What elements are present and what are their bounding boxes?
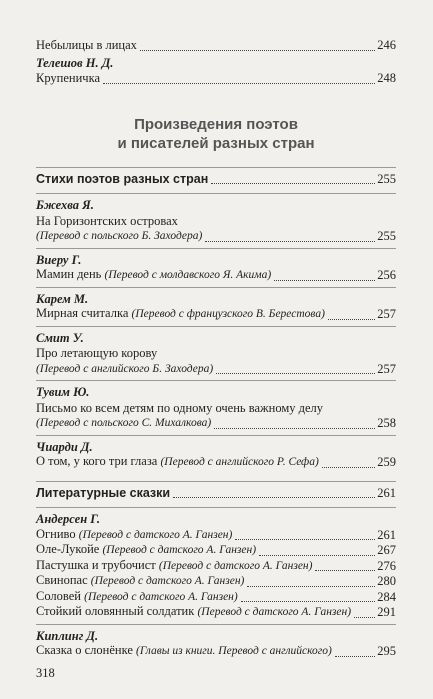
toc-entry <box>36 644 396 660</box>
entry-translation: (Перевод с датского А. Ганзен) <box>158 559 313 572</box>
entry-page: 255 <box>377 229 396 243</box>
divider <box>36 507 396 508</box>
entry-translation: (Перевод с датского А. Ганзен) <box>197 606 352 618</box>
entry-page: 257 <box>377 361 396 376</box>
entry-author: Виеру Г. <box>36 252 82 267</box>
table-of-contents <box>36 38 396 660</box>
entry-title: Пастушка и трубочист <box>36 557 156 572</box>
entry-title: Про летающую корову <box>36 346 158 360</box>
entry-title: Письмо ко всем детям по одному очень важному делу <box>36 400 324 415</box>
entry-page: 248 <box>377 71 396 85</box>
entry-translation: (Перевод с датского А. Ганзен) <box>84 590 238 603</box>
dot-leader <box>241 601 376 602</box>
entry-author: Тувим Ю. <box>36 385 90 399</box>
toc-entry <box>36 455 396 471</box>
divider <box>36 193 396 194</box>
page-number: 318 <box>36 666 55 680</box>
entry-page: 261 <box>377 527 396 542</box>
entry-translation: (Перевод с датского А. Ганзен) <box>102 544 257 556</box>
toc-entry <box>36 38 396 54</box>
entry-author: Чиарди Д. <box>36 439 93 454</box>
entry-title: Свинопас <box>36 573 88 587</box>
toc-entry <box>36 71 396 87</box>
entry-page: 284 <box>377 589 396 604</box>
divider <box>36 287 396 288</box>
entry-page: 258 <box>377 416 396 430</box>
dot-leader <box>259 555 375 556</box>
dot-leader <box>274 280 375 281</box>
entry-translation: (Перевод с молдавского Я. Акима) <box>104 269 272 281</box>
entry-author: Карем М. <box>36 291 89 306</box>
entry-title: Оле-Лукойе <box>36 542 100 556</box>
entry-page: 259 <box>377 455 396 469</box>
toc-entry <box>36 268 396 284</box>
section-header <box>36 172 396 188</box>
entry-title: На Горизонтских островах <box>36 213 178 228</box>
entry-title: Соловей <box>36 588 81 603</box>
toc-entry <box>36 362 396 378</box>
section-header <box>36 486 396 502</box>
dot-leader <box>205 241 375 242</box>
entry-title: Мирная считалка <box>36 306 129 320</box>
dot-leader <box>328 319 375 320</box>
divider <box>36 167 396 168</box>
entry-translation: (Перевод с французского В. Берестова) <box>131 308 325 320</box>
toc-entry <box>36 605 396 621</box>
entry-title: О том, у кого три глаза <box>36 454 158 468</box>
dot-leader <box>335 656 375 657</box>
toc-entry <box>36 346 396 362</box>
entry-translation: (Перевод с английского Р. Сефа) <box>160 456 319 468</box>
entry-translation: (Перевод с датского А. Ганзен) <box>90 575 245 587</box>
entry-page: 295 <box>377 644 396 658</box>
dot-leader <box>103 83 375 84</box>
divider <box>36 624 396 625</box>
entry-author: Смит У. <box>36 330 84 345</box>
entry-author: Телешов Н. Д. <box>36 55 114 70</box>
entry-title: Крупеничка <box>36 71 101 85</box>
part-heading-line-1: Произведения поэтов <box>134 115 298 133</box>
entry-translation: (Главы из книги. Перевод с английского) <box>136 645 332 657</box>
dot-leader <box>216 373 375 374</box>
entry-page: 267 <box>377 543 396 557</box>
divider <box>36 380 396 381</box>
entry-page: 291 <box>377 605 396 619</box>
dot-leader <box>235 539 375 540</box>
toc-entry <box>36 416 396 432</box>
entry-title: Огниво <box>36 526 76 541</box>
entry-title: Мамин день <box>36 267 102 281</box>
toc-entry <box>36 214 396 230</box>
entry-title: Стойкий оловянный солдатик <box>36 604 195 618</box>
section-page: 261 <box>377 485 396 500</box>
entry-author: Андерсен Г. <box>36 512 101 526</box>
divider <box>36 481 396 482</box>
entry-page: 276 <box>377 558 396 573</box>
dot-leader <box>211 183 375 184</box>
toc-entry <box>36 401 396 417</box>
part-heading <box>36 115 396 153</box>
entry-page: 280 <box>377 574 396 588</box>
entry-translation: (Перевод с английского Б. Заходера) <box>36 362 214 375</box>
entry-translation: (Перевод с датского А. Ганзен) <box>78 528 233 541</box>
section-title: Стихи поэтов разных стран <box>36 171 209 186</box>
entry-translation: (Перевод с польского Б. Заходера) <box>36 230 203 242</box>
toc-entry <box>36 229 396 245</box>
dot-leader <box>173 497 375 498</box>
dot-leader <box>140 50 375 51</box>
dot-leader <box>214 428 375 429</box>
entry-translation: (Перевод с польского С. Михалкова) <box>36 417 212 429</box>
dot-leader <box>322 467 375 468</box>
toc-entry <box>36 307 396 323</box>
divider <box>36 326 396 327</box>
toc-entry <box>36 559 396 575</box>
divider <box>36 435 396 436</box>
entry-page: 257 <box>377 307 396 321</box>
divider <box>36 248 396 249</box>
entry-title: Небылицы в лицах <box>36 38 137 52</box>
part-heading-line-2: и писателей разных стран <box>117 134 315 152</box>
entry-page: 256 <box>377 268 396 282</box>
section-page: 255 <box>377 171 396 186</box>
entry-title: Сказка о слонёнке <box>36 643 133 657</box>
section-title: Литературные сказки <box>36 485 171 500</box>
toc-entry <box>36 543 396 559</box>
toc-entry <box>36 528 396 544</box>
dot-leader <box>315 570 375 571</box>
toc-entry <box>36 574 396 590</box>
entry-page: 246 <box>377 38 396 52</box>
toc-entry <box>36 590 396 606</box>
entry-author: Бжехва Я. <box>36 198 94 212</box>
dot-leader <box>247 586 375 587</box>
dot-leader <box>354 617 375 618</box>
entry-author: Киплинг Д. <box>36 628 99 643</box>
